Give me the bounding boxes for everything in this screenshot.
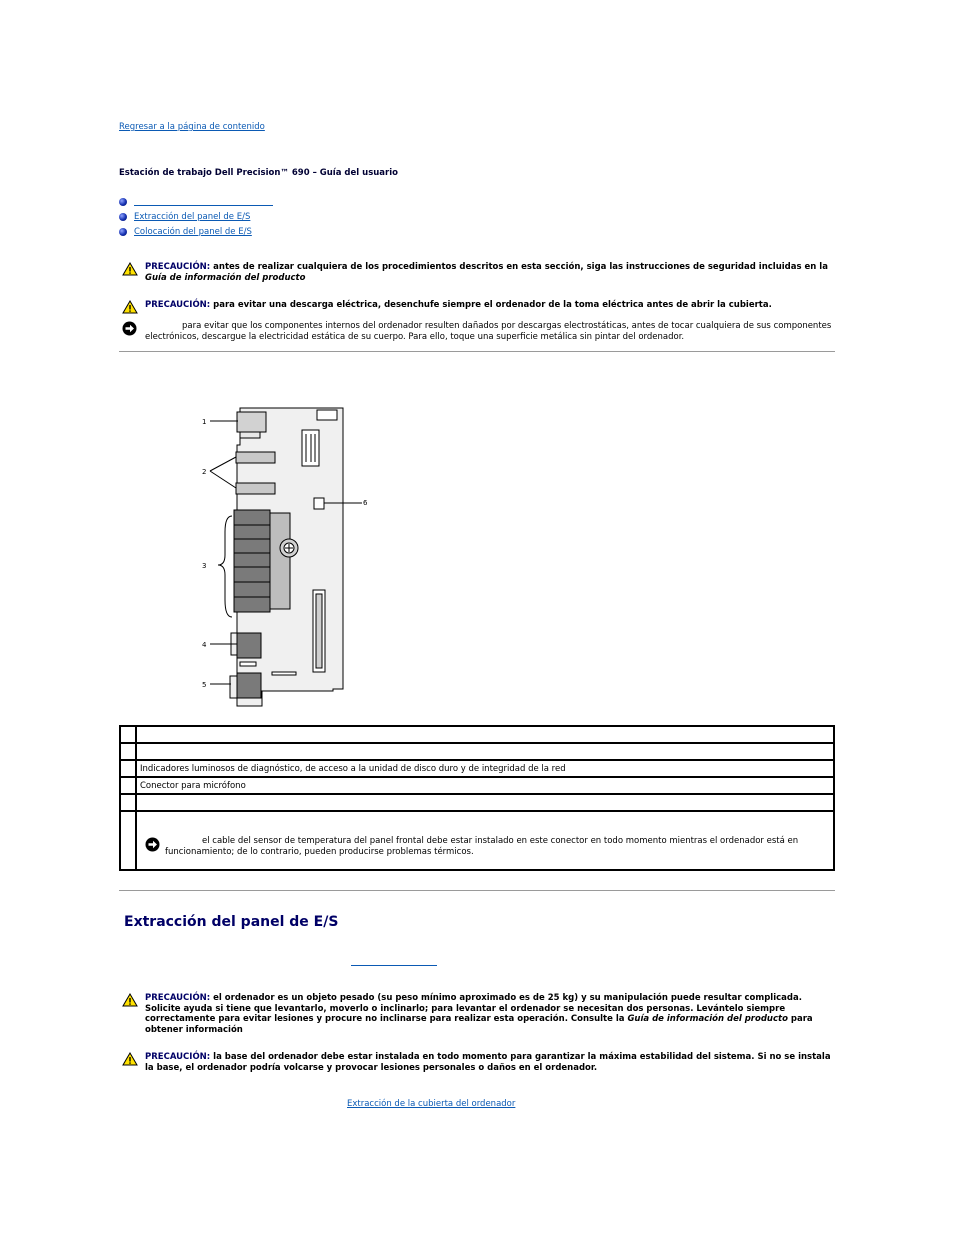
divider [119, 351, 835, 352]
row-number [120, 777, 136, 794]
warning-icon [122, 300, 138, 314]
callout-label: 3 [202, 562, 207, 570]
toc-item[interactable] [119, 224, 273, 239]
section-heading: Extracción del panel de E/S [124, 914, 339, 930]
callout-label: 5 [202, 681, 207, 689]
warning-icon [122, 993, 138, 1007]
document-title: Estación de trabajo Dell Precision™ 690 – Guía del usuario [119, 168, 398, 178]
divider [119, 890, 835, 891]
callout-label: 4 [202, 641, 207, 649]
product-info-guide-ref: Guía de información del producto [627, 1014, 788, 1024]
toc-link-blank[interactable] [134, 197, 273, 206]
bullet-icon [119, 198, 127, 206]
warning-icon [122, 1052, 138, 1066]
row-description [136, 811, 834, 870]
remove-cover-link[interactable]: Extracción de la cubierta del ordenador [347, 1099, 516, 1109]
row-description [136, 726, 834, 743]
bullet-icon [119, 213, 127, 221]
caution-notice [122, 262, 832, 283]
table-row [120, 794, 834, 811]
row-number [120, 726, 136, 743]
row-description: Indicadores luminosos de diagnóstico, de acceso a la unidad de disco duro y de integridad de la red [136, 760, 834, 777]
io-panel-components-table [119, 725, 835, 871]
caution-label: PRECAUCIÓN: [145, 1052, 211, 1062]
procedure-link[interactable] [351, 957, 437, 966]
back-to-contents-link[interactable]: Regresar a la página de contenido [119, 122, 265, 132]
table-row [120, 811, 834, 870]
row-number [120, 760, 136, 777]
caution-label: PRECAUCIÓN: [145, 300, 211, 310]
io-panel-diagram [195, 400, 375, 712]
caution-notice [122, 993, 832, 1035]
toc-link-replace-io-panel[interactable]: Colocación del panel de E/S [134, 226, 252, 237]
bullet-icon [119, 228, 127, 236]
caution-text: el ordenador es un objeto pesado (su peso mínimo aproximado es de 25 kg) y su manipulación puede resultar complicada. Solicite ayuda si tiene que levantarlo, moverlo o inclinarlo; para levantar el ordenador se necesitan dos personas. Levántelo siempre correctamente para evitar lesiones y procure no inclinarse para realizar esta operación. Consulte la [145, 993, 802, 1024]
table-row [120, 726, 834, 743]
notice-text: para evitar que los componentes internos del ordenador resulten dañados por descargas electrostáticas, antes de tocar cualquiera de sus componentes electrónicos, descargue la electricidad estática de su cuerpo. Para ello, toque una superficie metálica sin pintar del ordenador. [145, 321, 832, 342]
caution-text: para obtener información [145, 1014, 813, 1035]
toc-link-remove-io-panel[interactable]: Extracción del panel de E/S [134, 211, 251, 222]
caution-text: antes de realizar cualquiera de los procedimientos descritos en esta sección, siga las instrucciones de seguridad incluidas en la [213, 262, 828, 272]
caution-notice [122, 300, 832, 311]
table-row [120, 743, 834, 760]
callout-label: 1 [202, 418, 207, 426]
notice-text: el cable del sensor de temperatura del panel frontal debe estar instalado en este conector en todo momento mientras el ordenador está en funcionamiento; de lo contrario, pueden producirse problemas térmicos. [165, 836, 799, 857]
product-info-guide-ref: Guía de información del producto [145, 272, 306, 283]
row-description [136, 743, 834, 760]
caution-notice [122, 1052, 832, 1073]
callout-label: 2 [202, 468, 207, 476]
caution-text: para evitar una descarga eléctrica, desenchufe siempre el ordenador de la toma eléctrica antes de abrir la cubierta. [213, 300, 772, 310]
warning-icon [122, 262, 138, 276]
table-row [120, 760, 834, 777]
notice-arrow-icon [122, 321, 137, 336]
toc-item[interactable] [119, 194, 273, 209]
toc-item[interactable] [119, 209, 273, 224]
row-number [120, 794, 136, 811]
callout-label: 6 [363, 499, 368, 507]
table-row [120, 777, 834, 794]
row-number [120, 811, 136, 870]
notice [122, 321, 832, 342]
caution-label: PRECAUCIÓN: [145, 993, 211, 1003]
notice-arrow-icon [145, 837, 160, 852]
section-toc [119, 194, 273, 239]
row-description [136, 794, 834, 811]
row-number [120, 743, 136, 760]
caution-label: PRECAUCIÓN: [145, 262, 211, 272]
row-description: Conector para micrófono [136, 777, 834, 794]
caution-text: la base del ordenador debe estar instalada en todo momento para garantizar la máxima estabilidad del sistema. Si no se instala la base, el ordenador podría volcarse y provocar lesiones personales o daños en el ordenador. [145, 1052, 831, 1073]
